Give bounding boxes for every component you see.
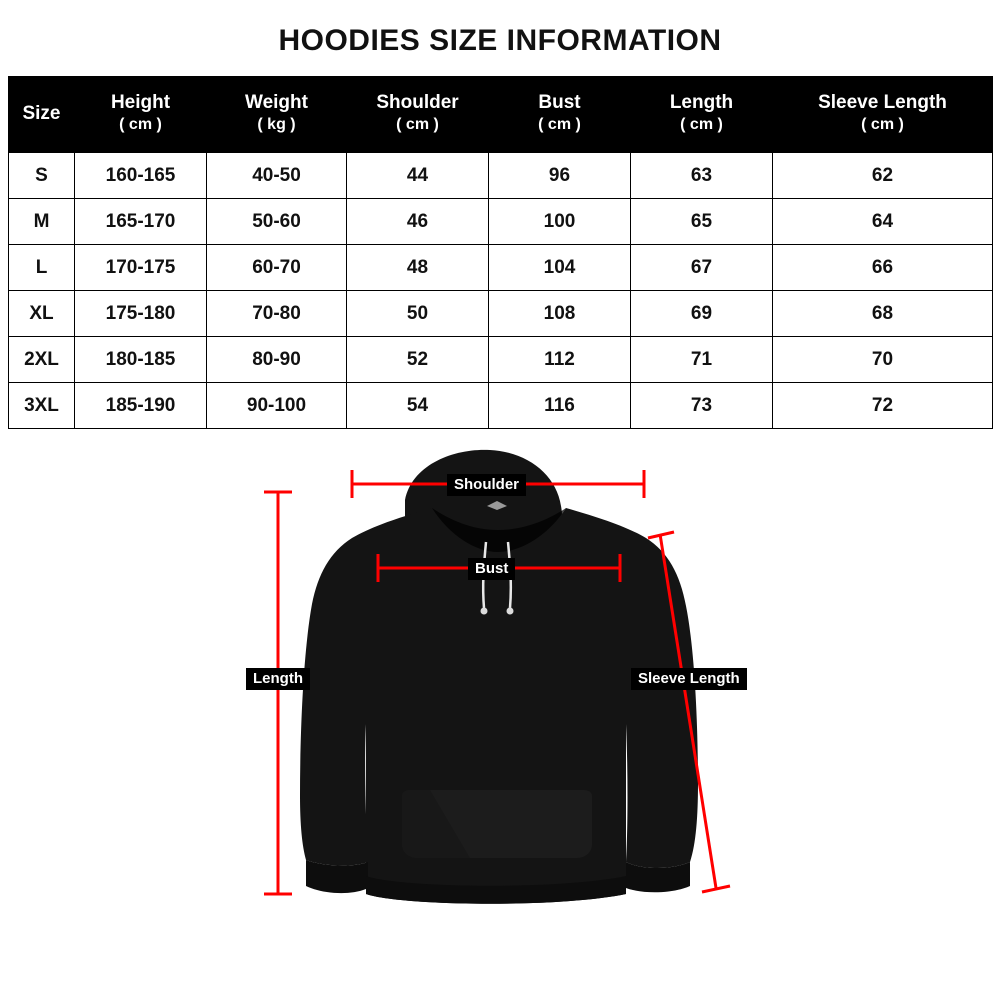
column-unit-weight: ( kg ) (257, 116, 296, 134)
cell-bust: 112 (489, 337, 631, 383)
cell-weight: 70-80 (207, 291, 347, 337)
cell-length: 69 (631, 291, 773, 337)
cell-weight: 80-90 (207, 337, 347, 383)
cell-bust: 116 (489, 383, 631, 429)
cell-height: 165-170 (75, 199, 207, 245)
column-header-weight: Weight ( kg ) (207, 77, 347, 153)
table-row (9, 153, 993, 199)
cell-bust: 96 (489, 153, 631, 199)
label-bust: Bust (468, 558, 515, 580)
table-row (9, 291, 993, 337)
cell-size: 2XL (9, 337, 75, 383)
cell-shoulder: 46 (347, 199, 489, 245)
hoodie-measurement-diagram (0, 424, 1000, 1000)
cell-length: 67 (631, 245, 773, 291)
cell-bust: 108 (489, 291, 631, 337)
table-row (9, 245, 993, 291)
cell-bust: 104 (489, 245, 631, 291)
cell-height: 160-165 (75, 153, 207, 199)
table-row (9, 383, 993, 429)
hoodie-illustration (0, 424, 1000, 1000)
cell-shoulder: 52 (347, 337, 489, 383)
column-header-size: Size (9, 77, 75, 153)
table-row (9, 199, 993, 245)
cell-weight: 90-100 (207, 383, 347, 429)
cell-size: M (9, 199, 75, 245)
cell-size: L (9, 245, 75, 291)
column-header-bust: Bust ( cm ) (489, 77, 631, 153)
cell-size: 3XL (9, 383, 75, 429)
cell-sleeve-length: 62 (773, 153, 993, 199)
column-unit-bust: ( cm ) (538, 116, 581, 134)
cell-sleeve-length: 72 (773, 383, 993, 429)
cell-sleeve-length: 70 (773, 337, 993, 383)
cell-shoulder: 54 (347, 383, 489, 429)
cell-size: XL (9, 291, 75, 337)
cell-shoulder: 50 (347, 291, 489, 337)
cell-length: 65 (631, 199, 773, 245)
cell-length: 71 (631, 337, 773, 383)
cell-weight: 50-60 (207, 199, 347, 245)
cell-length: 73 (631, 383, 773, 429)
cell-length: 63 (631, 153, 773, 199)
column-header-shoulder: Shoulder ( cm ) (347, 77, 489, 153)
cell-sleeve-length: 66 (773, 245, 993, 291)
cell-height: 185-190 (75, 383, 207, 429)
cell-size: S (9, 153, 75, 199)
table-header-row (9, 77, 993, 153)
column-header-height: Height ( cm ) (75, 77, 207, 153)
column-unit-sleeve-length: ( cm ) (861, 116, 904, 134)
cell-weight: 60-70 (207, 245, 347, 291)
size-table-container (8, 76, 992, 429)
cell-shoulder: 44 (347, 153, 489, 199)
cell-height: 175-180 (75, 291, 207, 337)
cell-height: 180-185 (75, 337, 207, 383)
size-table (8, 76, 993, 429)
column-header-length: Length ( cm ) (631, 77, 773, 153)
cell-height: 170-175 (75, 245, 207, 291)
column-unit-shoulder: ( cm ) (396, 116, 439, 134)
label-shoulder: Shoulder (447, 474, 526, 496)
column-unit-length: ( cm ) (680, 116, 723, 134)
cell-weight: 40-50 (207, 153, 347, 199)
column-unit-height: ( cm ) (119, 116, 162, 134)
table-header (9, 77, 993, 153)
table-row (9, 337, 993, 383)
cell-shoulder: 48 (347, 245, 489, 291)
cell-sleeve-length: 64 (773, 199, 993, 245)
label-length: Length (246, 668, 310, 690)
page-title: HOODIES SIZE INFORMATION (278, 24, 722, 57)
cell-sleeve-length: 68 (773, 291, 993, 337)
label-sleeve-length: Sleeve Length (631, 668, 747, 690)
table-body (9, 153, 993, 429)
cell-bust: 100 (489, 199, 631, 245)
column-header-sleeve-length: Sleeve Length ( cm ) (773, 77, 993, 153)
